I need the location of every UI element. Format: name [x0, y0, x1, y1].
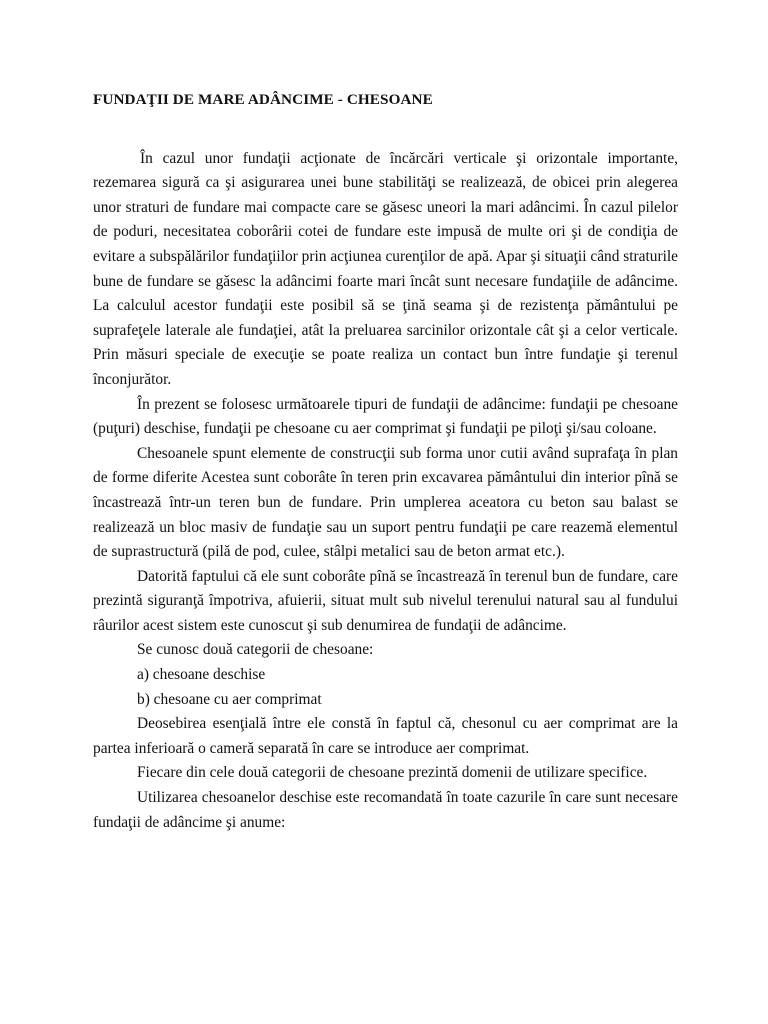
list-item-open-caissons: a) chesoane deschise [137, 666, 266, 684]
document-page [93, 88, 678, 835]
paragraph-foundation-types: În prezent se folosesc următoarele tipuri de fundaţii de adâncime: fundaţii pe chesoane (puţuri) deschise, fundaţii pe chesoane cu aer comprimat şi fundaţii pe piloţi şi/sau coloane. [93, 395, 678, 438]
paragraph-deep-foundations: Datorită faptului că ele sunt coborâte pînă se încastrează în terenul bun de fundare, care prezintă siguranţă împotriva, afuierii, situat mult sub nivelul terenului natural sau al fundului râurilor acest sistem este cunoscut şi sub denumirea de fundaţii de adâncime. [93, 567, 678, 634]
paragraph-open-caisson-usage: Utilizarea chesoanelor deschise este recomandată în toate cazurile în care sunt necesare fundaţii de adâncime şi anume: [93, 789, 678, 831]
list-item-compressed-air-caissons: b) chesoane cu aer comprimat [137, 690, 322, 708]
paragraph-intro: În cazul unor fundaţii acţionate de încărcări verticale şi orizontale importante, rezemarea sigură ca şi asigurarea unei bune stabilităţi se realizează, de obicei prin alegerea unor straturi de fundare mai compacte care se găsesc uneori la mari adâncimi. În cazul pilelor de poduri, necesitatea coborârii cotei de fundare este impusă de multe ori şi de condiţia de evitare a subspălărilor fundaţiilor prin acţiunea curenţilor de apă. Apar şi situaţii când straturile bune de fundare se găsesc la adâncimi foarte mari încât sunt necesare fundaţiile de adâncime. La calculul acestor fundaţii este posibil să se ţină seama şi de rezistenţa pământului pe suprafeţele laterale ale fundaţiei, atât la preluarea sarcinilor orizontale cât şi a celor verticale. Prin măsuri speciale de execuţie se poate realiza un contact bun între fundaţie şi terenul înconjurător. [93, 149, 678, 388]
paragraph-difference: Deosebirea esenţială între ele constă în faptul că, chesonul cu aer comprimat are la partea inferioară o cameră separată în care se introduce aer comprimat. [93, 715, 678, 757]
paragraph-usage-domains: Fiecare din cele două categorii de chesoane prezintă domenii de utilizare specifice. [137, 764, 648, 782]
document-title: FUNDAŢII DE MARE ADÂNCIME - CHESOANE [93, 91, 433, 108]
paragraph-caisson-definition: Chesoanele spunt elemente de construcţii sub forma unor cutii având suprafaţa în plan de forme diferite Acestea sunt coborâte în teren prin excavarea pământului din interior pînă se încastrează într-un teren bun de fundare. Prin umplerea aceatora cu beton sau balast se realizează un bloc masiv de fundaţie sau un suport pentru fundaţii pe care reazemă elementul de suprastructură (pilă de pod, culee, stâlpi metalici sau de beton armat etc.). [93, 444, 678, 561]
paragraph-categories: Se cunosc două categorii de chesoane: [137, 641, 374, 659]
